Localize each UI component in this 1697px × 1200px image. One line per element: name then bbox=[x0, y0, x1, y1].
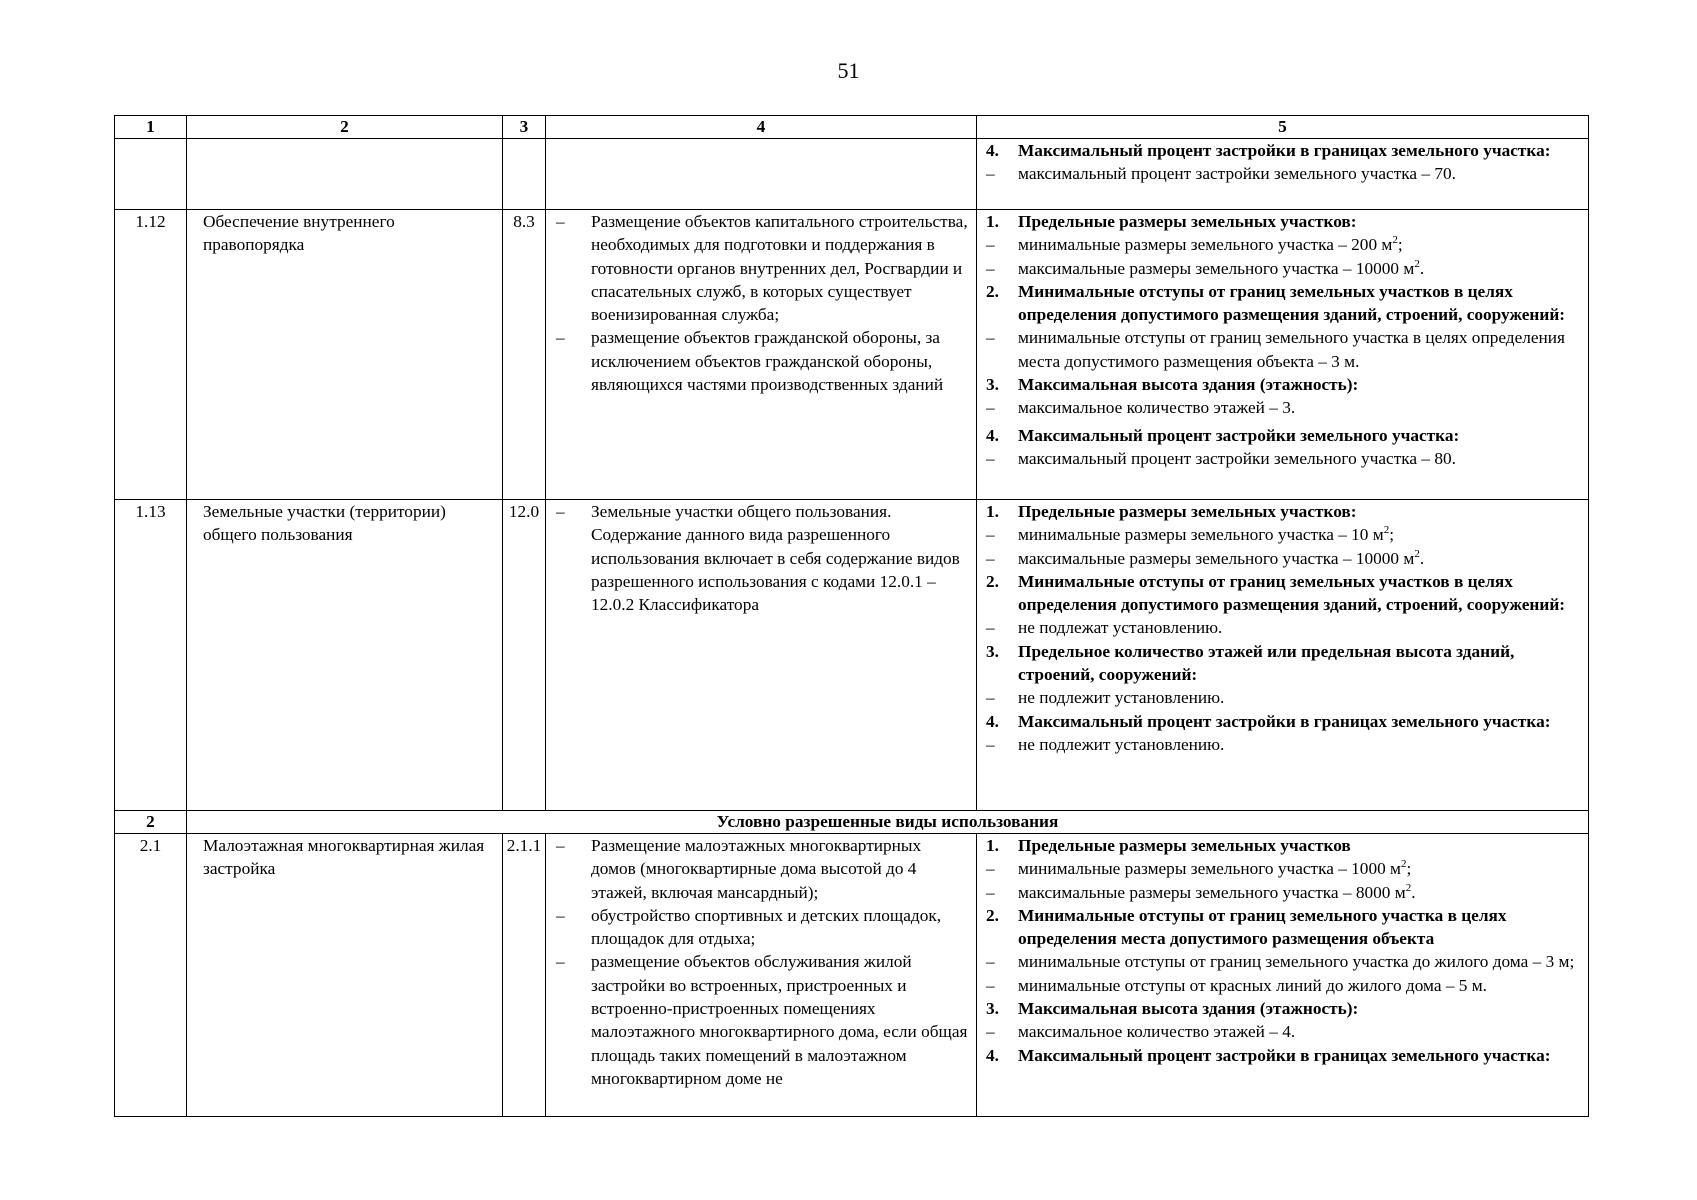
cell-code bbox=[503, 139, 546, 210]
item-number: 2. bbox=[986, 571, 999, 591]
item-text-main: максимальные размеры земельного участка – 8000 м bbox=[1018, 882, 1406, 902]
item-text-main: Минимальные отступы от границ земельных участков в целях определения допустимого размещения зданий, строений, сооружений: bbox=[1018, 571, 1566, 615]
item-number: 2. bbox=[986, 905, 999, 925]
parameter-heading bbox=[986, 373, 1584, 396]
header-cell-2: 2 bbox=[187, 116, 503, 139]
item-text-main: Предельные размеры земельных участков bbox=[1018, 836, 1351, 855]
item-text bbox=[1018, 210, 1584, 233]
superscript: 2 bbox=[1392, 234, 1398, 247]
parameter-heading bbox=[986, 834, 1584, 857]
item-text-main: Минимальные отступы от границ земельного участка в целях определения места допустимого размещения объекта bbox=[1018, 905, 1507, 949]
parameter-heading bbox=[986, 210, 1584, 233]
dash-marker: – bbox=[986, 975, 995, 995]
item-text bbox=[1018, 373, 1584, 396]
item-text-main: не подлежит установлению. bbox=[1018, 688, 1225, 708]
cell-code: 2.1.1 bbox=[503, 834, 546, 1117]
item-text-main: Максимальный процент застройки в границах земельного участка: bbox=[1018, 1045, 1551, 1065]
item-text bbox=[1018, 640, 1584, 687]
item-text bbox=[1018, 447, 1584, 470]
parameter-heading bbox=[986, 500, 1584, 523]
item-text bbox=[1018, 974, 1584, 997]
list-item bbox=[546, 834, 970, 904]
cell-parameters bbox=[977, 834, 1589, 1117]
item-text-main: Максимальный процент застройки в границах земельного участка: bbox=[1018, 711, 1551, 731]
item-text-main: максимальный процент застройки земельного участка – 80. bbox=[1018, 448, 1456, 468]
item-text bbox=[1018, 710, 1584, 733]
dash-marker: – bbox=[986, 548, 995, 568]
header-cell-4: 4 bbox=[546, 116, 977, 139]
list-item bbox=[986, 233, 1584, 256]
item-text-main: максимальные размеры земельного участка – 10000 м bbox=[1018, 548, 1415, 568]
header-cell-3: 3 bbox=[503, 116, 546, 139]
list-item bbox=[986, 686, 1584, 709]
item-text-main: минимальные размеры земельного участка – 1000 м bbox=[1018, 859, 1401, 879]
item-text-main: размещение объектов гражданской обороны, за исключением объектов гражданской обороны, являющихся частями производственных зданий bbox=[591, 328, 944, 395]
parameter-heading bbox=[986, 139, 1584, 162]
section-number: 2 bbox=[115, 811, 187, 834]
item-text bbox=[1018, 950, 1584, 973]
superscript: 2 bbox=[1383, 524, 1390, 537]
item-number: 4. bbox=[986, 711, 999, 731]
punctuation: ; bbox=[1397, 235, 1403, 255]
item-number: 3. bbox=[986, 375, 999, 395]
item-text bbox=[591, 950, 970, 1090]
item-text bbox=[1018, 257, 1584, 280]
land-use-table bbox=[114, 115, 1589, 1117]
list-item bbox=[546, 904, 970, 951]
item-text bbox=[591, 326, 970, 396]
item-text-main: обустройство спортивных и детских площадок, площадок для отдыха; bbox=[591, 905, 942, 949]
item-text bbox=[1018, 424, 1584, 447]
dash-marker: – bbox=[986, 525, 995, 545]
dash-marker: – bbox=[986, 882, 995, 902]
item-text-main: Максимальная высота здания (этажность): bbox=[1018, 999, 1359, 1019]
list-item bbox=[986, 447, 1584, 470]
item-text bbox=[1018, 280, 1584, 327]
punctuation: ; bbox=[1406, 859, 1412, 879]
list-item bbox=[986, 326, 1584, 373]
superscript: 2 bbox=[1401, 858, 1407, 871]
item-text bbox=[1018, 139, 1584, 162]
item-number: 1. bbox=[986, 212, 999, 231]
dash-marker: – bbox=[986, 448, 995, 468]
list-item bbox=[986, 881, 1584, 904]
item-text-main: максимальные размеры земельного участка – 10000 м bbox=[1018, 258, 1415, 278]
item-number: 1. bbox=[986, 502, 999, 521]
cell-name: Земельные участки (территории) общего пользования bbox=[187, 500, 503, 811]
dash-marker: – bbox=[986, 398, 995, 418]
parameter-heading bbox=[986, 570, 1584, 617]
item-text-main: минимальные отступы от красных линий до жилого дома – 5 м. bbox=[1018, 975, 1487, 995]
parameter-heading bbox=[986, 424, 1584, 447]
item-number: 4. bbox=[986, 1045, 999, 1065]
item-text-main: Предельные размеры земельных участков: bbox=[1018, 212, 1357, 231]
item-text bbox=[1018, 326, 1584, 373]
list-item bbox=[986, 396, 1584, 419]
dash-marker: – bbox=[986, 618, 995, 638]
item-text bbox=[1018, 547, 1584, 570]
item-text bbox=[1018, 834, 1584, 857]
item-text bbox=[1018, 616, 1584, 639]
item-text bbox=[591, 210, 970, 326]
item-text-main: максимальное количество этажей – 4. bbox=[1018, 1022, 1296, 1042]
table-row-continuation bbox=[115, 139, 1589, 210]
cell-description bbox=[546, 500, 977, 811]
table-row bbox=[115, 500, 1589, 811]
item-text bbox=[1018, 686, 1584, 709]
punctuation: . bbox=[1419, 258, 1425, 278]
header-cell-1: 1 bbox=[115, 116, 187, 139]
dash-marker: – bbox=[986, 688, 995, 708]
list-item bbox=[986, 857, 1584, 880]
item-text bbox=[1018, 570, 1584, 617]
cell-number: 2.1 bbox=[115, 834, 187, 1117]
table-row bbox=[115, 210, 1589, 500]
dash-marker: – bbox=[556, 952, 565, 972]
dash-marker: – bbox=[556, 328, 565, 348]
item-text-main: минимальные размеры земельного участка – 10 м bbox=[1018, 525, 1384, 545]
list-item bbox=[986, 257, 1584, 280]
parameter-heading bbox=[986, 710, 1584, 733]
cell-number: 1.13 bbox=[115, 500, 187, 811]
item-text-main: размещение объектов обслуживания жилой застройки во встроенных, пристроенных и встроенно-пристроенных помещениях малоэтажного многоквартирного дома, если общая площадь таких помещений в малоэтажном многоквартирном доме не bbox=[591, 952, 968, 1088]
item-text-main: минимальные размеры земельного участка – 200 м bbox=[1018, 235, 1393, 255]
list-item bbox=[986, 547, 1584, 570]
item-text bbox=[1018, 396, 1584, 419]
cell-description bbox=[546, 210, 977, 500]
item-text-main: Размещение объектов капитального строительства, необходимых для подготовки и поддержания в готовности органов внутренних дел, Росгвардии и спасательных служб, в которых существует военизированная служба; bbox=[591, 212, 968, 325]
dash-marker: – bbox=[986, 235, 995, 255]
list-item bbox=[986, 974, 1584, 997]
dash-marker: – bbox=[556, 905, 565, 925]
cell-code: 12.0 bbox=[503, 500, 546, 811]
superscript: 2 bbox=[1414, 257, 1420, 270]
item-text-main: Предельное количество этажей или предельная высота зданий, строений, сооружений: bbox=[1018, 641, 1515, 685]
table-header-row bbox=[115, 116, 1589, 139]
dash-marker: – bbox=[556, 836, 565, 855]
cell-number bbox=[115, 139, 187, 210]
item-text-main: Предельные размеры земельных участков: bbox=[1018, 502, 1357, 521]
parameter-heading bbox=[986, 1044, 1584, 1067]
item-text bbox=[591, 500, 970, 616]
item-text bbox=[1018, 500, 1584, 523]
item-number: 4. bbox=[986, 141, 999, 160]
dash-marker: – bbox=[556, 502, 565, 521]
list-item bbox=[986, 1020, 1584, 1043]
item-text-main: минимальные отступы от границ земельного участка до жилого дома – 3 м; bbox=[1018, 952, 1575, 972]
item-text bbox=[1018, 733, 1584, 756]
punctuation: ; bbox=[1389, 525, 1395, 545]
cell-name: Малоэтажная многоквартирная жилая застройка bbox=[187, 834, 503, 1117]
item-number: 4. bbox=[986, 425, 999, 445]
item-text-main: Максимальная высота здания (этажность): bbox=[1018, 375, 1359, 395]
section-row bbox=[115, 811, 1589, 834]
item-number: 2. bbox=[986, 281, 999, 301]
list-item bbox=[546, 950, 970, 1090]
header-cell-5: 5 bbox=[977, 116, 1589, 139]
item-text-main: Земельные участки общего пользования. Содержание данного вида разрешенного использования включает в себя содержание видов разрешенного использования с кодами 12.0.1 – 12.0.2 Классификатора bbox=[591, 502, 960, 615]
item-text bbox=[1018, 1020, 1584, 1043]
cell-description bbox=[546, 139, 977, 210]
item-text bbox=[1018, 881, 1584, 904]
item-text-main: Минимальные отступы от границ земельных участков в целях определения допустимого размещения зданий, строений, сооружений: bbox=[1018, 281, 1566, 325]
item-text-main: минимальные отступы от границ земельного участка в целях определения места допустимого размещения объекта – 3 м. bbox=[1018, 328, 1565, 371]
list-item bbox=[546, 326, 970, 396]
cell-name bbox=[187, 139, 503, 210]
cell-name: Обеспечение внутреннего правопорядка bbox=[187, 210, 503, 500]
punctuation: . bbox=[1411, 882, 1416, 902]
table-row bbox=[115, 834, 1589, 1117]
dash-marker: – bbox=[986, 258, 995, 278]
dash-marker: – bbox=[556, 212, 565, 231]
item-text bbox=[1018, 523, 1584, 546]
item-text bbox=[1018, 857, 1584, 880]
parameter-heading bbox=[986, 280, 1584, 327]
item-text bbox=[1018, 904, 1584, 951]
dash-marker: – bbox=[986, 1022, 995, 1042]
item-text bbox=[1018, 162, 1584, 185]
list-item bbox=[986, 616, 1584, 639]
item-text-main: Максимальный процент застройки в границах земельного участка: bbox=[1018, 141, 1551, 160]
parameter-heading bbox=[986, 904, 1584, 951]
item-text-main: не подлежат установлению. bbox=[1018, 618, 1223, 638]
list-item bbox=[986, 950, 1584, 973]
cell-parameters bbox=[977, 139, 1589, 210]
parameter-heading bbox=[986, 997, 1584, 1020]
item-text-main: максимальное количество этажей – 3. bbox=[1018, 398, 1296, 418]
item-text bbox=[591, 904, 970, 951]
item-text bbox=[1018, 233, 1584, 256]
dash-marker: – bbox=[986, 952, 995, 972]
item-text-main: максимальный процент застройки земельного участка – 70. bbox=[1018, 164, 1456, 184]
list-item bbox=[546, 210, 970, 326]
list-item bbox=[986, 162, 1584, 185]
item-text-main: Максимальный процент застройки земельного участка: bbox=[1018, 425, 1460, 445]
section-title: Условно разрешенные виды использования bbox=[187, 811, 1589, 834]
item-number: 1. bbox=[986, 836, 999, 855]
cell-number: 1.12 bbox=[115, 210, 187, 500]
item-number: 3. bbox=[986, 641, 999, 661]
list-item bbox=[986, 733, 1584, 756]
item-text-main: Размещение малоэтажных многоквартирных домов (многоквартирные дома высотой до 4 этажей, включая мансардный); bbox=[591, 836, 922, 902]
cell-description bbox=[546, 834, 977, 1117]
item-text bbox=[1018, 997, 1584, 1020]
item-text bbox=[591, 834, 970, 904]
page-number: 51 bbox=[837, 58, 860, 83]
item-number: 3. bbox=[986, 999, 999, 1019]
cell-parameters bbox=[977, 500, 1589, 811]
cell-parameters bbox=[977, 210, 1589, 500]
dash-marker: – bbox=[986, 859, 995, 879]
list-item bbox=[546, 500, 970, 616]
parameter-heading bbox=[986, 640, 1584, 687]
superscript: 2 bbox=[1414, 547, 1420, 560]
dash-marker: – bbox=[986, 164, 995, 184]
superscript: 2 bbox=[1405, 881, 1412, 894]
dash-marker: – bbox=[986, 734, 995, 754]
item-text bbox=[1018, 1044, 1584, 1067]
dash-marker: – bbox=[986, 328, 995, 348]
punctuation: . bbox=[1419, 548, 1425, 568]
item-text-main: не подлежит установлению. bbox=[1018, 734, 1225, 754]
cell-code: 8.3 bbox=[503, 210, 546, 500]
list-item bbox=[986, 523, 1584, 546]
